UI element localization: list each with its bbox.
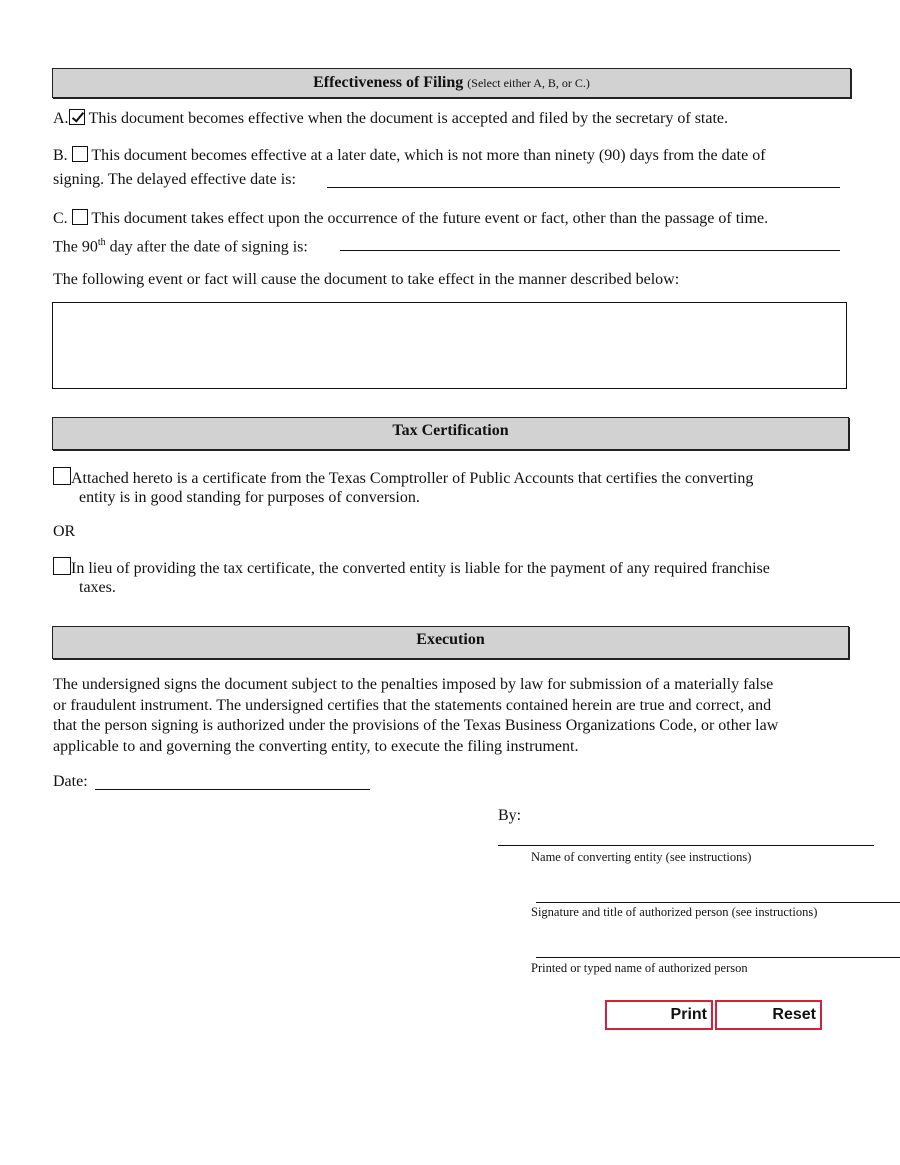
effectiveness-heading-text: Effectiveness of Filing	[313, 74, 464, 91]
tax-option-1-text: Attached hereto is a certificate from the Texas Comptroller of Public Accounts that certifies the converting	[71, 470, 754, 487]
entity-name-field[interactable]	[498, 845, 874, 846]
option-c-date-label	[53, 233, 848, 258]
tax-option-2-checkbox[interactable]	[53, 557, 71, 575]
by-label: By:	[498, 807, 522, 824]
option-c-letter: C.	[53, 210, 68, 227]
tax-option-1-checkbox[interactable]	[53, 467, 71, 485]
tax-option-1-cont: entity is in good standing for purposes of conversion.	[79, 489, 420, 506]
option-c-text: This document takes effect upon the occurrence of the future event or fact, other than the passage of time.	[91, 210, 769, 227]
tax-heading: Tax Certification	[52, 417, 849, 450]
reset-button[interactable]: Reset	[715, 1000, 822, 1030]
tax-option-2-text: In lieu of providing the tax certificate, the converted entity is liable for the payment of any required franchise	[71, 560, 770, 577]
signature-field[interactable]	[536, 902, 900, 903]
event-textbox[interactable]	[52, 302, 847, 389]
option-c-row	[53, 209, 848, 230]
option-a-checkbox[interactable]	[69, 109, 85, 125]
sig-caption-entity: Name of converting entity (see instructions)	[531, 850, 752, 864]
tax-option-1-row	[53, 467, 848, 490]
execution-heading: Execution	[52, 626, 849, 659]
date-field[interactable]	[95, 789, 370, 790]
ninetieth-day-field[interactable]	[340, 250, 840, 251]
option-b-checkbox[interactable]	[72, 146, 88, 162]
option-b-row	[53, 146, 848, 167]
ninetieth-prefix: The 90	[53, 238, 98, 256]
execution-line-2: or fraudulent instrument. The undersigned certifies that the statements contained herein are true and correct, and	[53, 696, 772, 714]
effectiveness-heading-note: (Select either A, B, or C.)	[467, 76, 590, 90]
ninetieth-suffix: day after the date of signing is:	[105, 238, 308, 256]
execution-line-3: that the person signing is authorized under the provisions of the Texas Business Organizations Code, or other law	[53, 717, 779, 734]
printed-name-field[interactable]	[536, 957, 900, 958]
or-label: OR	[53, 523, 76, 540]
execution-paragraph	[53, 675, 848, 757]
ninetieth-sup: th	[97, 237, 106, 248]
option-b-letter: B.	[53, 147, 68, 164]
option-a-letter: A.	[53, 110, 69, 127]
sig-caption-signature: Signature and title of authorized person (see instructions)	[531, 905, 818, 919]
effectiveness-heading	[52, 68, 851, 98]
option-a-row	[53, 109, 848, 130]
option-c-checkbox[interactable]	[72, 209, 88, 225]
execution-line-1: The undersigned signs the document subject to the penalties imposed by law for submission of a materially false	[53, 676, 774, 693]
option-a-text: This document becomes effective when the document is accepted and filed by the secretary of state.	[88, 110, 729, 127]
execution-line-4: applicable to and governing the converting entity, to execute the filing instrument.	[53, 737, 579, 755]
option-b-text: This document becomes effective at a later date, which is not more than ninety (90) days from the date of	[91, 147, 766, 164]
tax-option-2-row	[53, 557, 848, 580]
event-label: The following event or fact will cause the document to take effect in the manner described below:	[53, 271, 680, 288]
delayed-date-field[interactable]	[327, 187, 840, 188]
sig-caption-printed: Printed or typed name of authorized person	[531, 961, 748, 975]
tax-option-2-cont: taxes.	[79, 579, 116, 596]
option-b-date-label: signing. The delayed effective date is:	[53, 171, 296, 188]
date-label: Date:	[53, 773, 88, 790]
print-button[interactable]: Print	[605, 1000, 713, 1030]
